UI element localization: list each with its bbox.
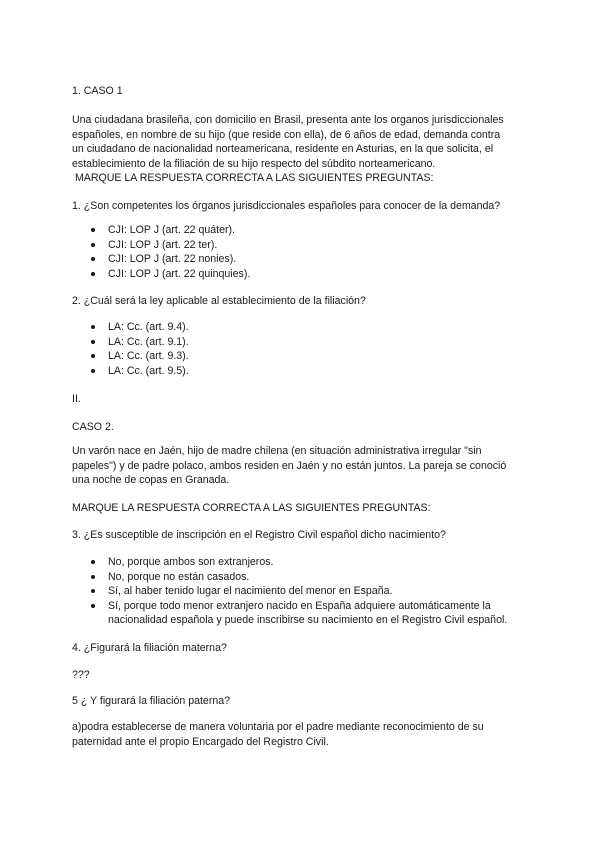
case2-statement-line: Un varón nace en Jaén, hijo de madre chilena (en situación administrativa irregular "sin xyxy=(72,445,482,457)
question-3-options xyxy=(90,555,540,628)
case2-statement xyxy=(72,444,542,488)
option-item: Sí, al haber tenido lugar el nacimiento del menor en España. xyxy=(90,584,540,599)
option-item: CJI: LOP J (art. 22 nonies). xyxy=(90,252,540,267)
option-item: CJI: LOP J (art. 22 quinquies). xyxy=(90,267,540,282)
case1-statement-line: un ciudadano de nacionalidad norteamericana, residente en Asturias, en la que solicita, el xyxy=(72,143,494,155)
case2-statement-line: una noche de copas en Granada. xyxy=(72,474,230,486)
option-item: LA: Cc. (art. 9.5). xyxy=(90,364,540,379)
case1-statement-line: Una ciudadana brasileña, con domicilio en Brasil, presenta ante los organos jurisdiccionales xyxy=(72,114,504,126)
case2-heading: CASO 2. xyxy=(72,421,114,433)
question-2-options xyxy=(90,320,540,378)
question-1: 1. ¿Son competentes los órganos jurisdiccionales españoles para conocer de la demanda? xyxy=(72,200,501,212)
option-item: No, porque no están casados. xyxy=(90,570,540,585)
option-item: LA: Cc. (art. 9.3). xyxy=(90,349,540,364)
question-3: 3. ¿Es susceptible de inscripción en el Registro Civil español dicho nacimiento? xyxy=(72,529,446,541)
question-1-options xyxy=(90,223,540,281)
answer-line: a)podra establecerse de manera voluntaria por el padre mediante reconocimiento de su xyxy=(72,721,484,733)
case1-statement xyxy=(72,113,542,186)
question-2: 2. ¿Cuál será la ley aplicable al establecimiento de la filiación? xyxy=(72,295,366,307)
section-ii: II. xyxy=(72,393,81,405)
case1-statement-line: establecimiento de la filiación de su hijo respecto del súbdito norteamericano. xyxy=(72,157,436,170)
question-5: 5 ¿ Y figurará la filiación paterna? xyxy=(72,695,231,707)
option-item: No, porque ambos son extranjeros. xyxy=(90,555,540,570)
option-item: CJI: LOP J (art. 22 ter). xyxy=(90,238,540,253)
case1-instruction: MARQUE LA RESPUESTA CORRECTA A LAS SIGUIENTES PREGUNTAS: xyxy=(72,172,434,184)
case2-instruction: MARQUE LA RESPUESTA CORRECTA A LAS SIGUIENTES PREGUNTAS: xyxy=(72,502,431,514)
option-item: CJI: LOP J (art. 22 quáter). xyxy=(90,223,540,238)
option-item: LA: Cc. (art. 9.4). xyxy=(90,320,540,335)
question-4-answer: ??? xyxy=(72,669,90,681)
answer-line: paternidad ante el propio Encargado del Registro Civil. xyxy=(72,735,329,748)
question-4: 4. ¿Figurará la filiación materna? xyxy=(72,642,227,654)
option-item: Sí, porque todo menor extranjero nacido en España adquiere automáticamente la nacionalidad española y puede inscribirse su nacimiento en el Registro Civil español. xyxy=(90,599,540,628)
case1-statement-line: españoles, en nombre de su hijo (que reside con ella), de 6 años de edad, demanda contra xyxy=(72,128,501,141)
option-item: LA: Cc. (art. 9.1). xyxy=(90,335,540,350)
case2-statement-line: papeles") y de padre polaco, ambos residen en Jaén y no están juntos. La pareja se conoció xyxy=(72,459,507,472)
case1-heading: 1. CASO 1 xyxy=(72,85,123,97)
question-5-answer xyxy=(72,720,542,749)
